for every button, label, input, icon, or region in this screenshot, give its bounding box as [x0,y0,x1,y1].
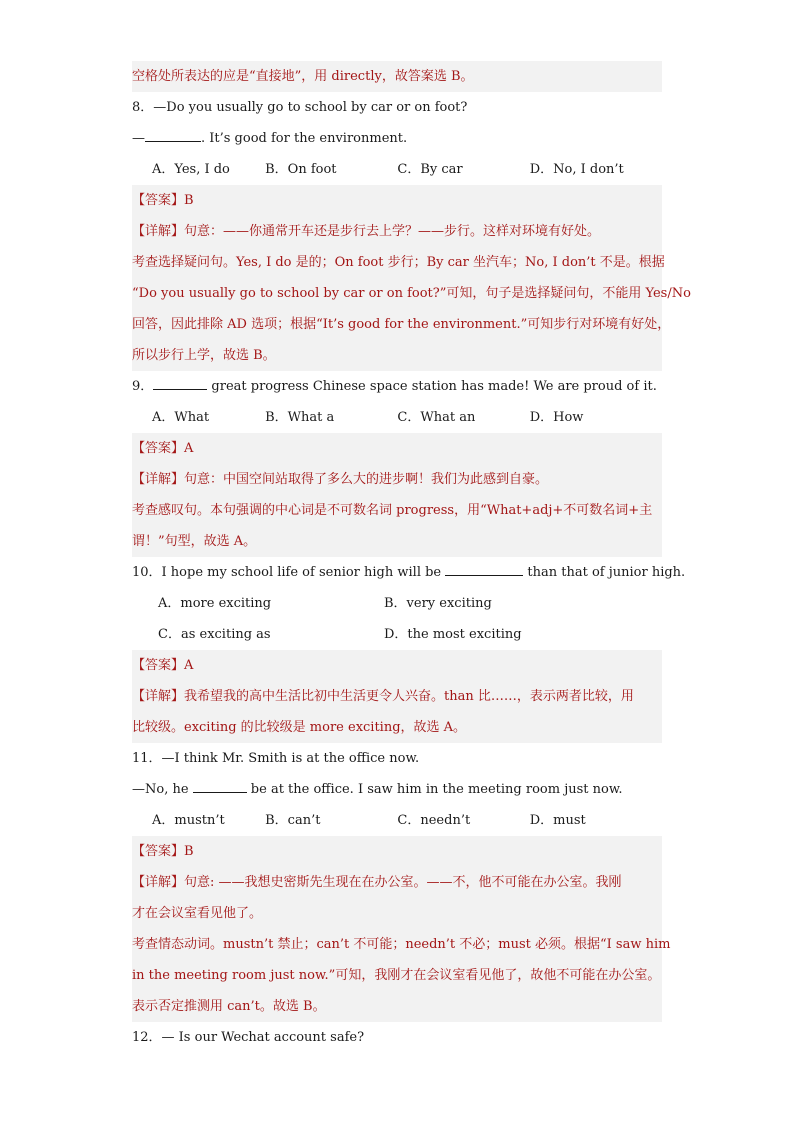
q8-explanation-line: 所以步行上学，故选 B。 [132,340,662,371]
q11-option-a: A．mustn’t [152,813,225,828]
q9-number: 9． [132,379,154,394]
q10-stem-suffix: than that of junior high. [523,565,686,580]
q12-stem: 12．— Is our Wechat account safe? [132,1030,365,1045]
q8-reply-prefix: — [132,131,145,146]
q11-option-b: B．can’t [265,813,321,828]
q9-option-b: B．What a [265,410,335,425]
q10-answer: 【答案】A [132,650,662,681]
q8-option-a: A．Yes, I do [152,162,230,177]
q11-answer: 【答案】B [132,836,662,867]
q9-option-a: A．What [152,410,210,425]
q10-options-row-1 [132,588,662,619]
q8-answer: 【答案】B [132,185,662,216]
q9-option-d: D．How [529,410,584,425]
q11-reply [132,774,662,805]
q8-reply-suffix: . It’s good for the environment. [201,131,408,146]
q8-option-c: C．By car [397,162,463,177]
q10-option-a: A．more exciting [158,596,272,611]
document-page [132,61,691,1053]
q8-stem: 8．—Do you usually go to school by car or on foot? [132,100,468,115]
q8-reply [132,123,662,154]
q10-stem [132,557,686,588]
q9-stem-rest: great progress Chinese space station has made! We are proud of it. [207,379,657,394]
q8-options [132,154,662,185]
q11-stem: 11．—I think Mr. Smith is at the office now. [132,751,420,766]
q8-option-b: B．On foot [265,162,337,177]
q11-reply-suffix: be at the office. I saw him in the meeting room just now. [246,782,623,797]
q9-explanation-line: 【详解】句意：中国空间站取得了多么大的进步啊！我们为此感到自豪。 [132,464,662,495]
q10-stem-prefix: 10．I hope my school life of senior high will be [132,565,446,580]
q11-reply-prefix: —No, he [132,782,193,797]
q9-blank [153,377,207,390]
q10-option-c: C．as exciting as [158,627,271,642]
q11-option-c: C．needn’t [397,813,471,828]
q10-blank [445,563,523,576]
q11-explanation-line: 表示否定推测用 can’t。故选 B。 [132,991,662,1022]
q8-blank [145,129,201,142]
q8-explanation-line: 【详解】句意：——你通常开车还是步行去上学？——步行。这样对环境有好处。 [132,216,662,247]
q11-options [132,805,662,836]
q8-explanation-line: 考查选择疑问句。Yes, I do 是的；On foot 步行；By car 坐汽车；No, I don’t 不是。根据 [132,247,662,278]
q9-option-c: C．What an [397,410,476,425]
q11-explanation-line: 考查情态动词。mustn’t 禁止；can’t 不可能；needn’t 不必；must 必须。根据“I saw him [132,929,662,960]
q10-explanation-line: 比较级。exciting 的比较级是 more exciting，故选 A。 [132,712,662,743]
q8-explanation-line: 回答，因此排除 AD 选项；根据“It’s good for the environment.”可知步行对环境有好处， [132,309,662,340]
q10-options-row-2 [132,619,662,650]
q11-explanation-line: 才在会议室看见他了。 [132,898,662,929]
q9-explanation-line: 谓！”句型，故选 A。 [132,526,662,557]
q11-blank [193,780,247,793]
q9-answer: 【答案】A [132,433,662,464]
q9-stem [132,371,662,402]
q7-explanation-tail: 空格处所表达的应是“直接地”，用 directly，故答案选 B。 [132,61,662,92]
q8-explanation-line: “Do you usually go to school by car or on foot?”可知，句子是选择疑问句，不能用 Yes/No [132,278,662,309]
q11-explanation-line: 【详解】句意: ——我想史密斯先生现在在办公室。——不，他不可能在办公室。我刚 [132,867,662,898]
q9-explanation-line: 考查感叹句。本句强调的中心词是不可数名词 progress，用“What+adj+不可数名词+主 [132,495,662,526]
q11-option-d: D．must [529,813,586,828]
q11-explanation-line: in the meeting room just now.”可知，我刚才在会议室看见他了，故他不可能在办公室。 [132,960,662,991]
q9-options [132,402,662,433]
q10-option-b: B．very exciting [384,596,492,611]
q10-option-d: D．the most exciting [384,627,522,642]
q10-explanation-line: 【详解】我希望我的高中生活比初中生活更令人兴奋。than 比……，表示两者比较，用 [132,681,662,712]
q8-option-d: D．No, I don’t [529,162,624,177]
